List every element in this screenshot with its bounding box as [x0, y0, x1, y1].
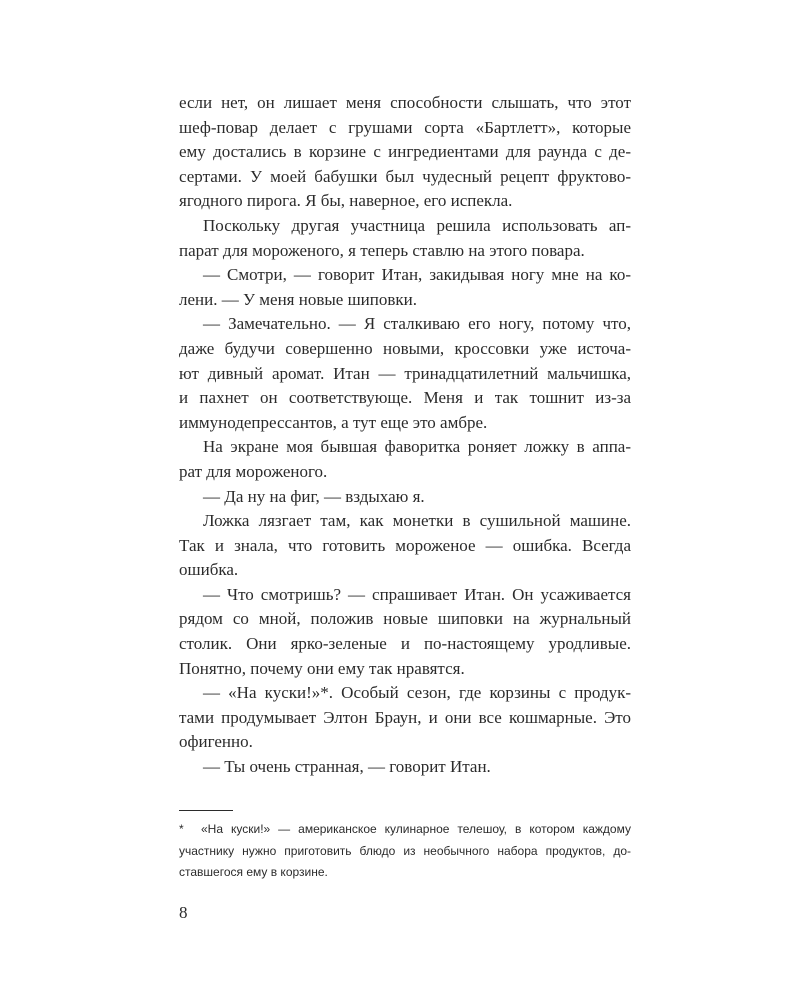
text-line: Понятно, почему они ему так нравятся. — [179, 658, 465, 678]
text-line: столик. Они ярко-зеленые и по-настоящему уродливые. — [179, 634, 631, 654]
text-line: иммунодепрессантов, а тут еще это амбре. — [179, 412, 488, 432]
body-text — [179, 91, 631, 780]
text-line: тами продумывает Элтон Браун, и они все кошмарные. Это — [179, 707, 631, 727]
text-line: На экране моя бывшая фаворитка роняет ложку в аппа- — [203, 437, 631, 457]
text-line: — Ты очень странная, — говорит Итан. — [203, 757, 491, 777]
text-line: — Что смотришь? — спрашивает Итан. Он усаживается — [203, 584, 631, 604]
text-line: Поскольку другая участница решила использовать ап- — [203, 215, 631, 235]
footnote-divider — [179, 810, 233, 811]
footnote — [179, 819, 631, 884]
text-line: офигенно. — [179, 732, 253, 752]
footnote-line: ставшегося ему в корзине. — [179, 865, 328, 879]
text-line: — Замечательно. — Я сталкиваю его ногу, потому что, — [203, 314, 631, 334]
text-line: — «На куски!»*. Особый сезон, где корзины с продук- — [203, 683, 631, 703]
text-line: рядом со мной, положив новые шиповки на журнальный — [179, 609, 631, 629]
text-line: даже будучи совершенно новыми, кроссовки уже источа- — [179, 338, 631, 358]
text-line: ягодного пирога. Я бы, наверное, его испекла. — [179, 191, 513, 211]
text-line: Так и знала, что готовить мороженое — ошибка. Всегда — [179, 535, 631, 555]
text-line: шеф-повар делает с грушами сорта «Бартлетт», которые — [179, 117, 631, 137]
text-line: Ложка лязгает там, как монетки в сушильной машине. — [203, 511, 631, 531]
text-line: сертами. У моей бабушки был чудесный рецепт фруктово- — [179, 166, 631, 186]
footnote-line: «На куски!» — американское кулинарное телешоу, в котором каждому — [201, 822, 631, 836]
text-line: ют дивный аромат. Итан — тринадцатилетний мальчишка, — [179, 363, 631, 383]
footnote-marker: * — [179, 822, 184, 836]
text-line: парат для мороженого, я теперь ставлю на этого повара. — [179, 240, 585, 260]
text-line: ошибка. — [179, 560, 239, 580]
text-line: рат для мороженого. — [179, 461, 328, 481]
text-line: — Смотри, — говорит Итан, закидывая ногу мне на ко- — [203, 265, 631, 285]
text-line: если нет, он лишает меня способности слышать, что этот — [179, 93, 631, 112]
text-line: лени. — У меня новые шиповки. — [179, 289, 417, 309]
text-line: и пахнет он соответствующе. Меня и так тошнит из-за — [179, 388, 631, 408]
footnote-line: участнику нужно приготовить блюдо из необычного набора продуктов, до- — [179, 843, 631, 858]
page-number: 8 — [179, 903, 188, 922]
text-line: ему достались в корзине с ингредиентами для раунда с де- — [179, 142, 631, 162]
text-line: — Да ну на фиг, — вздыхаю я. — [203, 486, 425, 506]
